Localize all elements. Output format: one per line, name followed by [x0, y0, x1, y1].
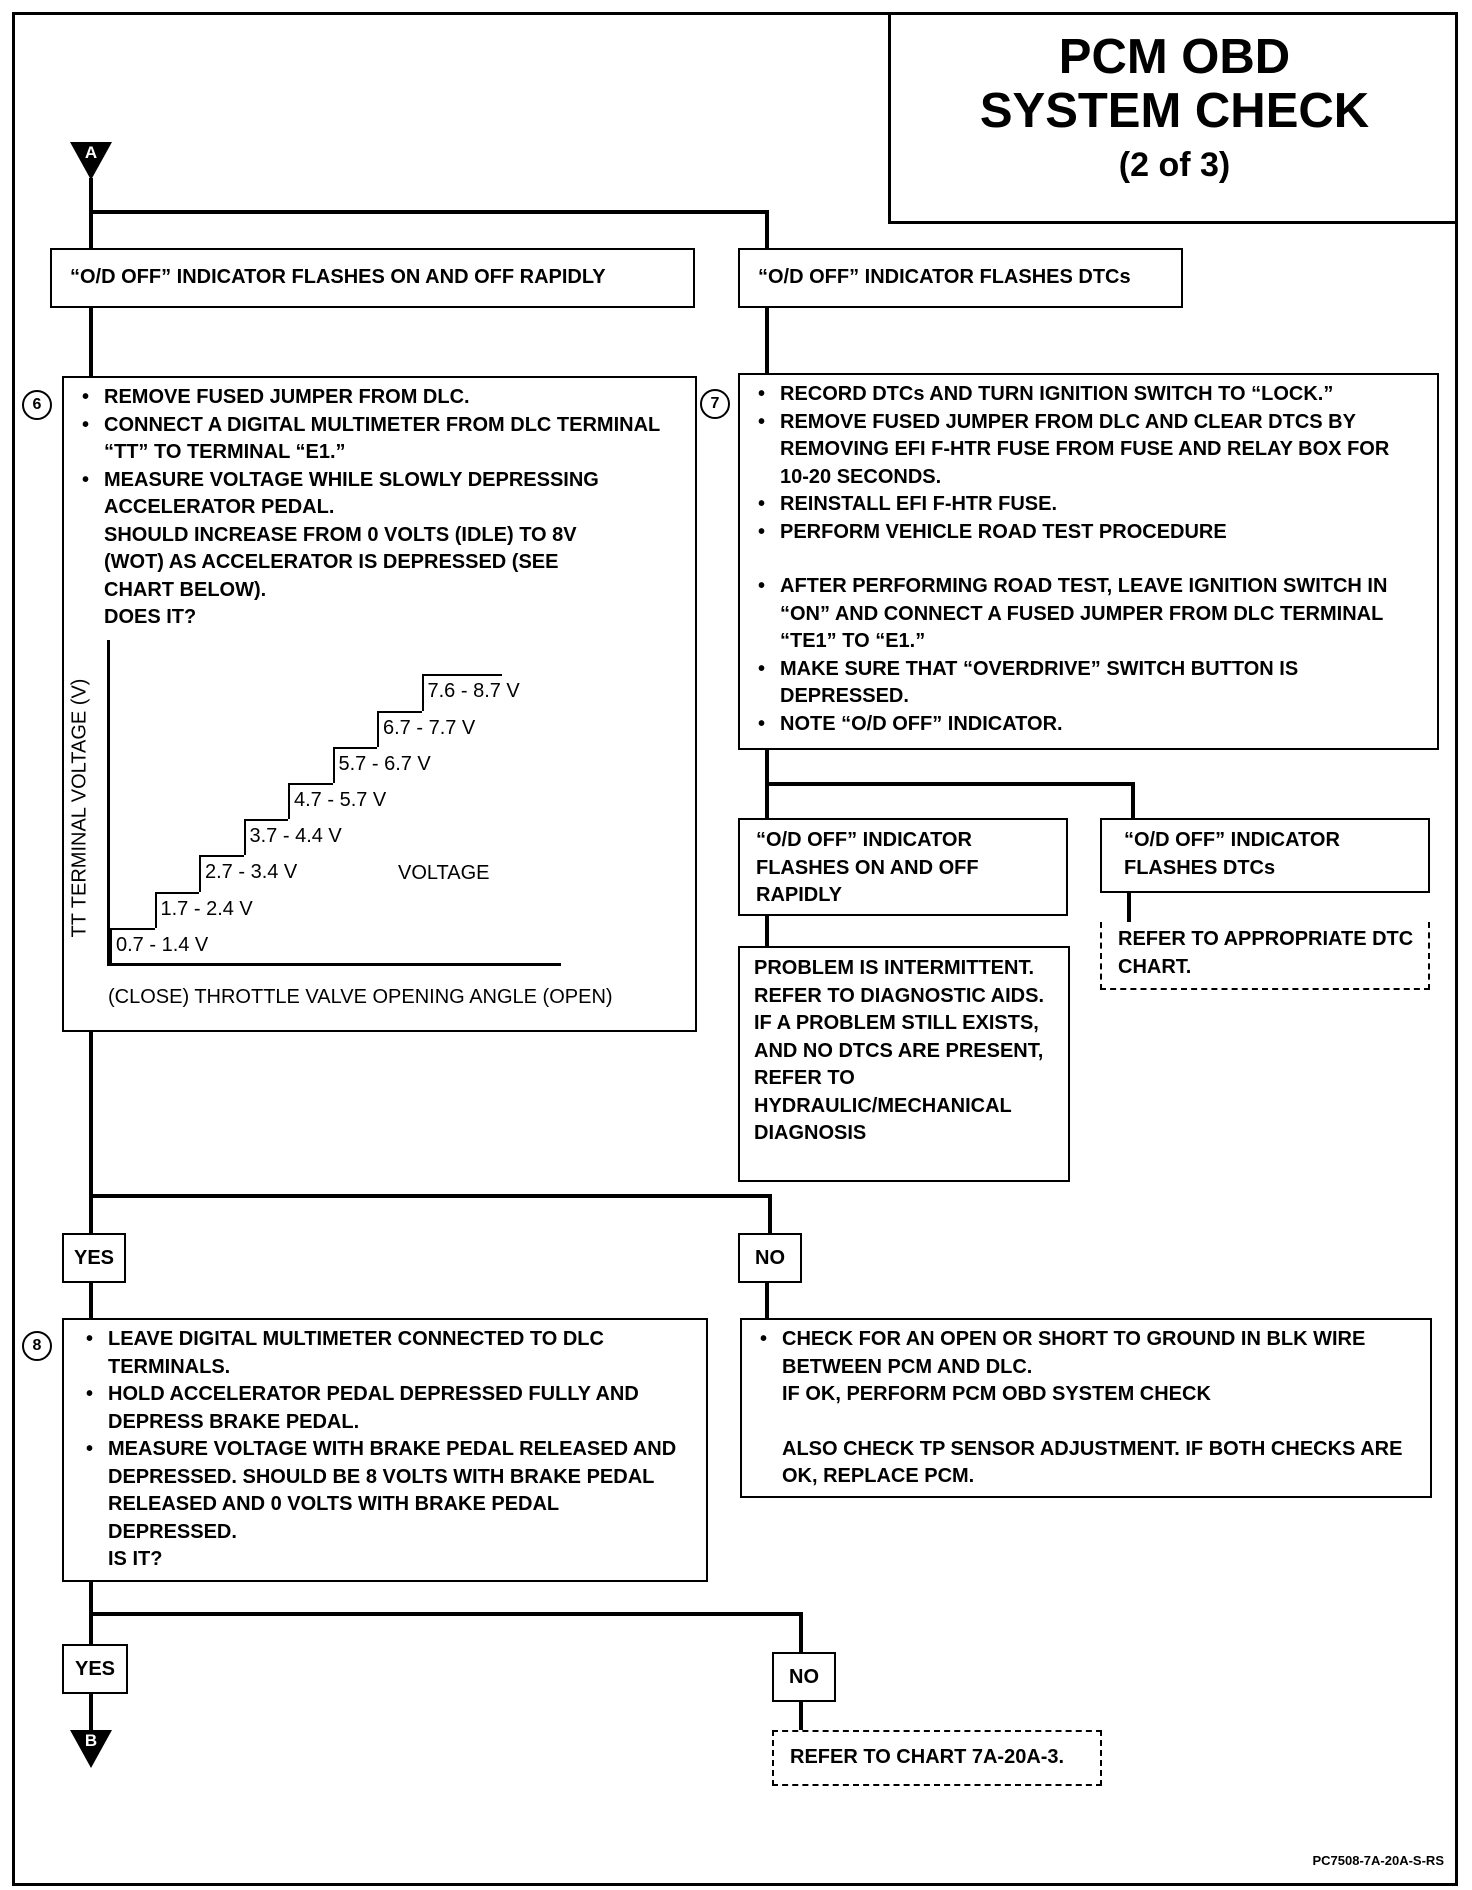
connector-line: [765, 308, 769, 373]
step-7-bullet-7: • NOTE “O/D OFF” INDICATOR.: [754, 711, 1423, 739]
chart-step-riser: [199, 855, 201, 891]
refer-dtc-chart-box: [1100, 922, 1430, 990]
chart-x-axis: [107, 963, 561, 966]
chart-step-riser: [377, 711, 379, 747]
refer-dtc-chart-text: REFER TO APPROPRIATE DTC CHART.: [1118, 928, 1414, 978]
chart-step-tread: [333, 747, 378, 749]
step-7-bullet-5: • AFTER PERFORMING ROAD TEST, LEAVE IGNITION SWITCH IN “ON” AND CONNECT A FUSED JUMPER FROM DLC TERMINAL “TE1” TO “E1.”: [754, 573, 1423, 656]
yes-label: YES: [62, 1233, 126, 1283]
step-8-bullet-3: • MEASURE VOLTAGE WITH BRAKE PEDAL RELEASED AND DEPRESSED. SHOULD BE 8 VOLTS WITH BRAKE PEDAL RELEASED AND 0 VOLTS WITH BRAKE PEDAL DEPRESSED.: [82, 1436, 692, 1546]
chart-step-riser: [110, 928, 112, 964]
step-6-question: [78, 522, 681, 632]
step-6-question-line: SHOULD INCREASE FROM 0 VOLTS (IDLE) TO 8V: [104, 523, 577, 546]
mid-flashes-dtcs-box: [1100, 818, 1430, 893]
chart-step-riser: [288, 783, 290, 819]
chart-step-tread: [244, 819, 289, 821]
yes-label: YES: [62, 1644, 128, 1694]
intermittent-text: PROBLEM IS INTERMITTENT. REFER TO DIAGNOSTIC AIDS. IF A PROBLEM STILL EXISTS, AND NO DTCS ARE PRESENT, REFER TO HYDRAULIC/MECHANICAL DIAGNOSIS: [754, 957, 1045, 1144]
mid-flashes-dtcs-text: “O/D OFF” INDICATOR FLASHES DTCs: [1124, 829, 1340, 879]
step-7-bullet-3: • REINSTALL EFI F-HTR FUSE.: [754, 491, 1423, 519]
step-8-bullet-2: • HOLD ACCELERATOR PEDAL DEPRESSED FULLY AND DEPRESS BRAKE PEDAL.: [82, 1381, 692, 1436]
title-line-1: PCM OBD: [1058, 30, 1291, 84]
chart-step-tread: [377, 711, 422, 713]
refer-chart-box: [772, 1730, 1102, 1786]
step-7-bullet-2: • REMOVE FUSED JUMPER FROM DLC AND CLEAR DTCS BY REMOVING EFI F-HTR FUSE FROM FUSE AND RELAY BOX FOR 10-20 SECONDS.: [754, 409, 1423, 492]
connector-line: [765, 916, 769, 946]
step-6-question-line: CHART BELOW).: [104, 578, 267, 601]
connector-a-letter: A: [84, 143, 98, 162]
step-6-bullet-1: • REMOVE FUSED JUMPER FROM DLC.: [78, 384, 681, 412]
step-6-question-line: (WOT) AS ACCELERATOR IS DEPRESSED (SEE: [104, 551, 559, 573]
branch-flashes-dtcs-text: “O/D OFF” INDICATOR FLASHES DTCs: [758, 266, 1131, 289]
chart-step-tread: [199, 855, 244, 857]
connector-line: [765, 782, 1135, 786]
chart-step-tread: [422, 674, 502, 676]
intermittent-box: [738, 946, 1070, 1182]
connector-line: [765, 210, 769, 248]
connector-line: [1127, 893, 1131, 923]
chart-y-axis: [107, 640, 110, 966]
step-8-question: IS IT?: [108, 1548, 163, 1570]
figure-code: PC7508-7A-20A-S-RS: [1312, 1853, 1444, 1868]
connector-line: [89, 1283, 93, 1323]
connector-line: [89, 1612, 803, 1616]
chart-step-riser: [333, 747, 335, 783]
mid-flashes-rapidly-box: [738, 818, 1068, 916]
chart-series-label: VOLTAGE: [398, 862, 490, 884]
step-7-number: 7: [700, 389, 730, 419]
chart-step-label: 2.7 - 3.4 V: [205, 861, 298, 884]
step-6-bullet-3: • MEASURE VOLTAGE WHILE SLOWLY DEPRESSING ACCELERATOR PEDAL.: [78, 467, 681, 522]
mid-flashes-rapidly-text: “O/D OFF” INDICATOR FLASHES ON AND OFF RAPIDLY: [756, 829, 979, 906]
no-label: NO: [772, 1652, 836, 1702]
chart-step-label: 5.7 - 6.7 V: [338, 752, 431, 775]
check-open-bullet: • CHECK FOR AN OPEN OR SHORT TO GROUND IN BLK WIRE BETWEEN PCM AND DLC.: [756, 1326, 1416, 1381]
step-8-bullet-1: • LEAVE DIGITAL MULTIMETER CONNECTED TO DLC TERMINALS.: [82, 1326, 692, 1381]
step-6-number: 6: [22, 390, 52, 420]
refer-chart-text: REFER TO CHART 7A-20A-3.: [790, 1746, 1065, 1769]
chart-step-riser: [155, 892, 157, 928]
title-line-3: (2 of 3): [1118, 146, 1231, 184]
title-block: [888, 12, 1458, 224]
chart-step-label: 3.7 - 4.4 V: [249, 825, 342, 848]
chart-step-tread: [288, 783, 333, 785]
chart-step-riser: [422, 674, 424, 710]
chart-step-label: 1.7 - 2.4 V: [160, 897, 253, 920]
step-6-bullet-2: • CONNECT A DIGITAL MULTIMETER FROM DLC TERMINAL “TT” TO TERMINAL “E1.”: [78, 412, 681, 467]
chart-step-riser: [244, 819, 246, 855]
chart-step-label: 7.6 - 8.7 V: [427, 680, 520, 703]
connector-line: [89, 210, 769, 214]
check-open-line-2: IF OK, PERFORM PCM OBD SYSTEM CHECK: [782, 1383, 1211, 1405]
chart-step-tread: [155, 892, 200, 894]
step-6-question-line: DOES IT?: [104, 606, 197, 628]
branch-flashes-rapidly-text: “O/D OFF” INDICATOR FLASHES ON AND OFF RAPIDLY: [70, 266, 606, 289]
step-7-bullet-4: • PERFORM VEHICLE ROAD TEST PROCEDURE: [754, 519, 1423, 547]
chart-step-label: 4.7 - 5.7 V: [294, 789, 387, 811]
chart-step-tread: [110, 928, 155, 930]
chart-y-label: TT TERMINAL VOLTAGE (V): [68, 678, 91, 938]
check-open-short-box: [740, 1318, 1432, 1498]
connector-line: [765, 1283, 769, 1319]
step-7-bullet-6: • MAKE SURE THAT “OVERDRIVE” SWITCH BUTTON IS DEPRESSED.: [754, 656, 1423, 711]
connector-line: [89, 1032, 93, 1237]
step-8-box: [62, 1318, 708, 1582]
step-8-number: 8: [22, 1331, 52, 1361]
connector-b-letter: B: [84, 1731, 98, 1750]
branch-flashes-rapidly-box: [50, 248, 695, 308]
chart-step-label: 6.7 - 7.7 V: [383, 716, 476, 739]
connector-line: [1131, 782, 1135, 820]
branch-flashes-dtcs-box: [738, 248, 1183, 308]
connector-line: [799, 1702, 803, 1732]
check-open-line-3: ALSO CHECK TP SENSOR ADJUSTMENT. IF BOTH CHECKS ARE OK, REPLACE PCM.: [782, 1437, 1403, 1487]
chart-step-label: 0.7 - 1.4 V: [116, 933, 209, 956]
chart-x-label: (CLOSE) THROTTLE VALVE OPENING ANGLE (OPEN): [108, 986, 613, 1008]
connector-line: [768, 1194, 772, 1236]
title-line-2: SYSTEM CHECK: [979, 84, 1370, 138]
connector-line: [799, 1612, 803, 1654]
step-7-box: [738, 373, 1439, 750]
no-label: NO: [738, 1233, 802, 1283]
step-7-bullet-1: • RECORD DTCs AND TURN IGNITION SWITCH TO “LOCK.”: [754, 381, 1423, 409]
connector-line: [89, 1194, 772, 1198]
